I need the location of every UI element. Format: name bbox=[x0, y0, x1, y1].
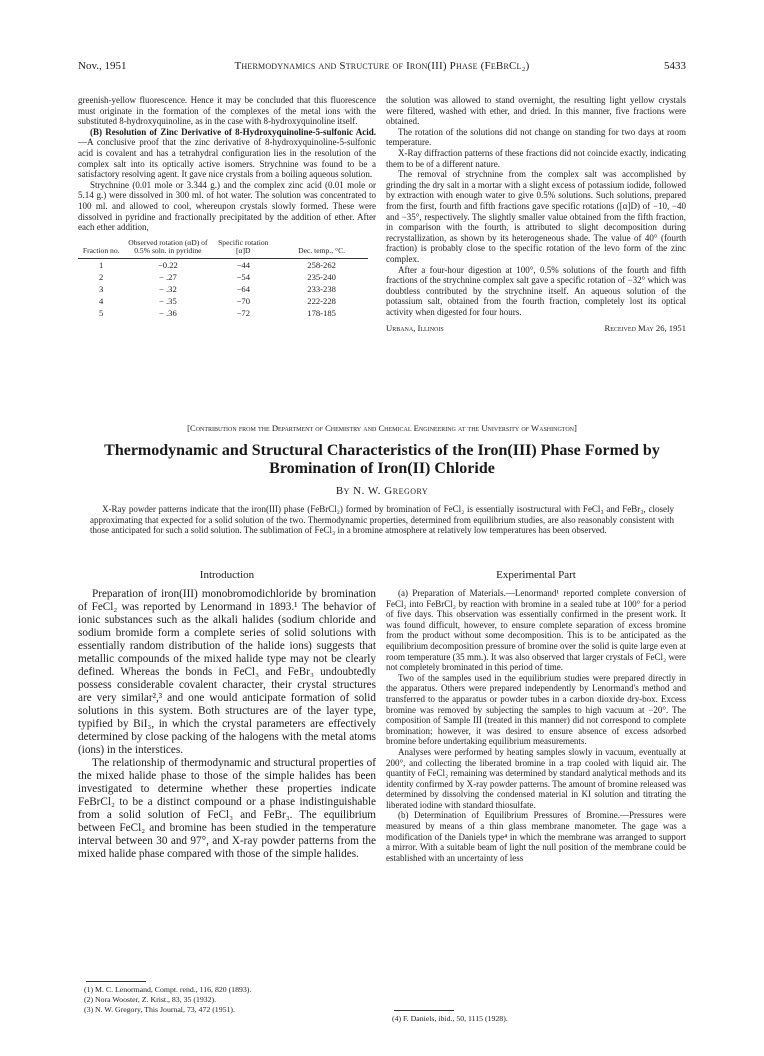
table-cell: −70 bbox=[236, 295, 251, 306]
experimental-column bbox=[386, 588, 686, 863]
table-row bbox=[78, 271, 368, 283]
paragraph: X-Ray diffraction patterns of these fractions did not coincide exactly, indicating them to be of a different nature. bbox=[386, 147, 686, 169]
column-header: Dec. temp., °C. bbox=[275, 239, 368, 258]
place: Urbana, Illinois bbox=[386, 323, 444, 334]
table-row bbox=[78, 283, 368, 295]
table-cell: − .27 bbox=[159, 271, 177, 282]
table-header-row bbox=[78, 239, 368, 258]
paragraph: The removal of strychnine from the complex salt was accomplished by grinding the dry salt in a mortar with a slight excess of potassium iodide, followed by extraction with enough water to give 0.5% solutions. Such solutions, prepared from the first, fourth and fifth fractions gave specific rotations ([α]D) of −10, −40 and −35°, respectively. The slightly smaller value obtained from the fifth fraction, in comparison with the fourth, is attributed to slight decomposition during recrystallization, as shown by its heterogeneous shade. The value of 40° (fourth fraction) is probably close to the specific rotation of the levo form of the zinc complex. bbox=[386, 169, 686, 264]
table-cell: −64 bbox=[236, 283, 251, 294]
run-in-heading: (a) Preparation of Materials. bbox=[398, 588, 506, 598]
paragraph: Strychnine (0.01 mole or 3.344 g.) and the complex zinc acid (0.01 mole or 5.14 g.) were dissolved in 300 ml. of hot water. The solution was concentrated to 100 ml. and allowed to cool, whereupon crystals slowly formed. These were dissolved in pyridine and fractionally precipitated by the addition of ether. After each ether addition, bbox=[78, 179, 376, 233]
table-cell: 4 bbox=[99, 295, 104, 306]
column-header: Fraction no. bbox=[78, 239, 124, 258]
paragraph: Two of the samples used in the equilibrium studies were prepared directly in the apparatus. Others were prepared independently by Lenormand's method and transferred to the apparatus or powder tubes in a carbon dioxide dry-box. Excess bromine was removed by subjecting the samples to high vacuum at −20°. The composition of Sample III (treated in this manner) did not correspond to complete bromination; however, it was desired to ensure absence of excess adsorbed bromine before undertaking equilibrium measurements. bbox=[386, 672, 686, 747]
paragraph: greenish-yellow fluorescence. Hence it may be concluded that this fluorescence must originate in the formation of the complexes of the metal ions with the substituted 8-hydroxyquinoline, as in the case with 8-hydroxyquinoline itself. bbox=[78, 95, 376, 127]
paragraph bbox=[386, 588, 686, 673]
footnote: (2) Nora Wooster, Z. Krist., 83, 35 (1932). bbox=[84, 995, 217, 1004]
table-cell: −0.22 bbox=[157, 259, 178, 270]
abstract-text: X-Ray powder patterns indicate that the iron(III) phase (FeBrCl₂) formed by bromination of FeCl₂ is essentially isostructural with FeCl₃ and FeBr₃, closely approximating that expected for a solid solution of the two. Thermodynamic properties, determined from equilibrium studies, are also reasonably consistent with those anticipated for such a solid solution. The sublimation of FeCl₃ in a bromine atmosphere at relatively low temperatures has been observed. bbox=[90, 504, 674, 536]
footnotes-left bbox=[78, 985, 376, 1015]
table-cell: − .36 bbox=[159, 307, 177, 318]
paragraph bbox=[78, 127, 376, 180]
section-heading-introduction: Introduction bbox=[199, 569, 255, 581]
table-cell: −54 bbox=[236, 271, 251, 282]
footnote: (4) F. Daniels, ibid., 50, 1115 (1928). bbox=[392, 1014, 508, 1023]
table-cell: 3 bbox=[99, 283, 104, 294]
contribution-line: [Contribution from the Department of Chemistry and Chemical Engineering at the University of Washington] bbox=[187, 423, 577, 433]
paragraph: The relationship of thermodynamic and structural properties of the mixed halide phase to those of the simple halides has been investigated to determine whether these properties indicate FeBrCl₂ to be a distinct compound or a phase indistinguishable from a solid solution of FeCl₃ and FeBr₃. The equilibrium between FeCl₂ and bromine has been studied in the temperature interval between 30 and 97°, and X-ray powder patterns from the mixed halide phase compared with those of the simple halides. bbox=[78, 757, 376, 860]
running-header bbox=[78, 60, 686, 76]
section-heading-experimental: Experimental Part bbox=[496, 569, 576, 581]
paragraph: Preparation of iron(III) monobromodichloride by bromination of FeCl₂ was reported by Lenormand in 1893.¹ The behavior of ionic substances such as the alkali halides (sodium chloride and sodium bromide form a complete series of solid solutions with essentially random distribution of the halide ions) suggests that metallic compounds of the mixed halide type may not be clearly defined. Whereas the bonds in FeCl₃ and FeBr₃ undoubtedly possess considerable covalent character, their crystal structures are very similar²,³ and one would anticipate formation of solid solutions in this system. Both structures are of the layer type, typified by BiI₃, in which the crystal parameters are effectively determined by close packing of the halogens with the metal atoms (ions) in the interstices. bbox=[78, 588, 376, 756]
table-cell: 222-228 bbox=[307, 295, 336, 306]
paragraph: the solution was allowed to stand overnight, the resulting light yellow crystals were filtered, washed with ether, and dried. In this manner, five fractions were obtained. bbox=[386, 95, 686, 127]
fractions-table bbox=[78, 239, 368, 319]
table-cell: 235-240 bbox=[307, 271, 336, 282]
paragraph bbox=[386, 810, 686, 863]
footnote: (1) M. C. Lenormand, Compt. rend., 116, 820 (1893). bbox=[84, 985, 252, 994]
abstract bbox=[90, 504, 674, 536]
table-cell: −72 bbox=[236, 307, 251, 318]
footnote-rule bbox=[394, 1010, 454, 1011]
article-signoff bbox=[386, 323, 686, 334]
paragraph: After a four-hour digestion at 100°, 0.5% solutions of the fourth and fifth fractions of the strychnine complex salt gave a specific rotation of −32° which was doubtless contributed by the strychnine itself. An aqueous solution of the potassium salt, obtained from the fourth fraction, completely lost its optical activity when digested for four hours. bbox=[386, 264, 686, 317]
table-cell: − .32 bbox=[159, 283, 177, 294]
top-right-column bbox=[386, 95, 686, 334]
table-cell: −44 bbox=[236, 259, 251, 270]
paragraph-body: —Lenormand¹ reported complete conversion of FeCl₂ into FeBrCl₂ by reaction with bromine in a sealed tube at 100° for a period of five days. This observation was essentially confirmed in the present work. It was found difficult, however, to ensure complete separation of excess bromine from the product without some decomposition. This is to be anticipated as the equilibrium decomposition pressure of bromine over the solid is quite large even at room temperature (35 mm.). It was also observed that larger crystals of FeCl₂ were not completely brominated in this period of time. bbox=[386, 588, 686, 673]
run-in-heading: (B) Resolution of Zinc Derivative of 8-Hydroxyquinoline-5-sulfonic Acid. bbox=[90, 126, 376, 137]
column-header: Specific rotation [α]D bbox=[211, 239, 275, 258]
column-header: Observed rotation (αD) of 0.5% soln. in pyridine bbox=[124, 239, 211, 258]
table-cell: 258-262 bbox=[307, 259, 336, 270]
page-number: 5433 bbox=[664, 60, 686, 72]
paragraph: The rotation of the solutions did not change on standing for two days at room temperature. bbox=[386, 126, 686, 148]
running-title: Thermodynamics and Structure of Iron(III) Phase (FeBrCl₂) bbox=[234, 60, 530, 72]
table-cell: 178-185 bbox=[307, 307, 336, 318]
table-cell: 1 bbox=[99, 259, 104, 270]
article-title: Thermodynamic and Structural Characteristics of the Iron(III) Phase Formed by Bromination of Iron(II) Chloride bbox=[104, 442, 660, 477]
table-row bbox=[78, 295, 368, 307]
table-cell: 5 bbox=[99, 307, 104, 318]
footnote: (3) N. W. Gregory, This Journal, 73, 472 (1951). bbox=[84, 1005, 235, 1014]
author-byline: By N. W. Gregory bbox=[335, 485, 429, 497]
table-cell: 233-238 bbox=[307, 283, 336, 294]
footnote-rule bbox=[86, 981, 146, 982]
issue-date: Nov., 1951 bbox=[78, 60, 127, 72]
table-cell: − .35 bbox=[159, 295, 177, 306]
introduction-column bbox=[78, 588, 376, 861]
run-in-heading: (b) Determination of Equilibrium Pressures of Bromine. bbox=[398, 810, 620, 821]
paragraph: Analyses were performed by heating samples slowly in vacuum, eventually at 200°, and collecting the liberated bromine in a trap cooled with liquid air. The quantity of FeCl₂ remaining was determined by standard analytical methods and its identity confirmed by X-ray powder patterns. The amount of bromine released was determined by dissolving the condensed material in KI solution and titrating the liberated iodine with standard thiosulfate. bbox=[386, 746, 686, 810]
top-left-column bbox=[78, 95, 376, 319]
footnotes-right bbox=[386, 1014, 686, 1024]
paragraph-body: —Pressures were measured by means of a thin glass membrane manometer. The gage was a modification of the Daniels type⁴ in which the membrane was arranged to support a mirror. With a suitable beam of light the null position of the membrane could be established with an uncertainty of less bbox=[386, 810, 686, 863]
paragraph-body: —A conclusive proof that the zinc derivative of 8-hydroxyquinoline-5-sulfonic acid is covalent and has a tetrahydral configuration lies in the resolution of the complex salt into its optically active isomers. Strychnine was found to be a satisfactory resolving agent. It gave nice crystals from a boiling aqueous solution. bbox=[78, 137, 376, 180]
table-cell: 2 bbox=[99, 271, 104, 282]
table-row bbox=[78, 307, 368, 319]
received-date: Received May 26, 1951 bbox=[604, 323, 686, 334]
table-row bbox=[78, 258, 368, 271]
